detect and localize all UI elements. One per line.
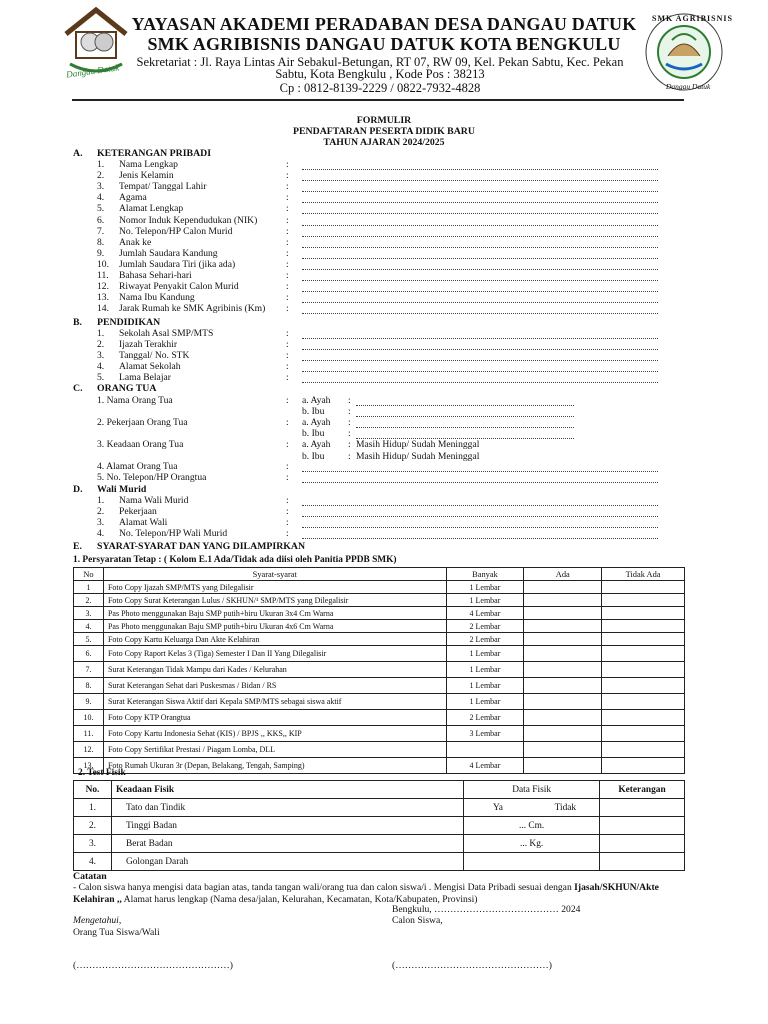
personal-field-number: 3. (97, 181, 105, 193)
colon: : (286, 181, 289, 193)
logo-left-caption: Dangau Datuk (65, 62, 120, 80)
requirement-ada-cell[interactable] (524, 710, 602, 726)
physical-row (74, 835, 685, 853)
acknowledged-label: Mengetahui, (73, 915, 122, 926)
requirement-tidak-ada-cell[interactable] (602, 742, 685, 758)
requirement-no: 6. (74, 646, 104, 662)
guardian-field-label: Nama Wali Murid (119, 495, 189, 506)
notes-text (73, 882, 693, 906)
notes-bold-1: Ijasah/SKHUN/Akte (574, 882, 659, 893)
physical-note-cell[interactable] (600, 853, 685, 871)
mother-label: b. Ibu (302, 451, 325, 462)
colon: : (286, 192, 289, 204)
form-title-line-1: FORMULIR (356, 115, 412, 126)
section-b-title: PENDIDIKAN (97, 317, 161, 328)
personal-field-number: 10. (97, 258, 109, 270)
requirement-qty: 1 Lembar (446, 646, 524, 662)
education-field-input-line[interactable] (302, 382, 658, 383)
header-no: No (74, 568, 104, 581)
colon: : (348, 406, 351, 417)
logo-right-top-text: SMK AGRIBISNIS (652, 14, 733, 23)
requirement-no: 2. (74, 594, 104, 607)
requirements-title: 1. Persyaratan Tetap : ( Kolom E.1 Ada/Tidak ada diisi oleh Panitia PPDB SMK) (73, 555, 397, 565)
personal-field-label: Nama Lengkap (119, 159, 178, 170)
physical-row (74, 853, 685, 871)
education-field-number: 2. (97, 339, 105, 351)
option-tidak[interactable]: Tidak (532, 799, 600, 817)
notes-text-part-1: - Calon siswa hanya mengisi data bagian atas, tanda tangan wali/orang tua dan calon siswa/i . Mengisi Data Pribadi sesuai dengan (73, 882, 575, 893)
personal-field-input-line[interactable] (302, 258, 658, 259)
colon: : (286, 159, 289, 170)
requirement-tidak-ada-cell[interactable] (602, 581, 685, 594)
personal-field-label: Nama Ibu Kandung (119, 292, 195, 304)
personal-field-number: 5. (97, 203, 105, 215)
colon: : (348, 451, 351, 462)
education-field-input-line[interactable] (302, 349, 658, 350)
personal-field-input-line[interactable] (302, 225, 658, 226)
section-a-title: KETERANGAN PRIBADI (97, 148, 212, 159)
section-c-title: ORANG TUA (97, 383, 157, 394)
physical-no: 2. (74, 817, 112, 835)
colon: : (348, 439, 351, 450)
personal-field-input-line[interactable] (302, 313, 658, 314)
colon: : (286, 303, 289, 315)
personal-field-number: 12. (97, 281, 109, 293)
header-syarat: Syarat-syarat (103, 568, 446, 581)
requirement-ada-cell[interactable] (524, 742, 602, 758)
student-signature-line[interactable]: (…………………………………………) (392, 960, 552, 971)
section-c-letter: C. (73, 383, 83, 394)
requirement-qty (446, 742, 524, 758)
requirement-ada-cell[interactable] (524, 581, 602, 594)
requirement-text: Foto Copy Ijazah SMP/MTS yang Dilegalisir (103, 581, 446, 594)
requirement-tidak-ada-cell[interactable] (602, 710, 685, 726)
section-e-title: SYARAT-SYARAT DAN YANG DILAMPIRKAN (97, 541, 306, 552)
physical-row (74, 799, 685, 817)
colon: : (286, 417, 289, 428)
guardian-field-label: Pekerjaan (119, 506, 157, 518)
requirement-row (74, 742, 685, 758)
requirement-row (74, 581, 685, 594)
requirement-no: 5. (74, 633, 104, 646)
personal-field-input-line[interactable] (302, 269, 658, 270)
personal-field-number: 7. (97, 225, 105, 237)
requirement-tidak-ada-cell[interactable] (602, 633, 685, 646)
parent-status-label: 3. Keadaan Orang Tua (97, 439, 184, 450)
guardian-field-number: 1. (97, 495, 105, 506)
father-name-field[interactable] (356, 405, 574, 406)
personal-field-label: Jenis Kelamin (119, 170, 174, 182)
requirement-qty: 1 Lembar (446, 581, 524, 594)
section-b-letter: B. (73, 317, 82, 328)
requirement-no: 9. (74, 694, 104, 710)
requirement-text: Surat Keterangan Sehat dari Puskesmas / Bidan / RS (103, 678, 446, 694)
section-a-letter: A. (73, 148, 83, 159)
personal-field-label: Jumlah Saudara Tiri (jika ada) (119, 258, 236, 270)
mother-label: b. Ibu (302, 406, 325, 417)
colon: : (286, 203, 289, 215)
requirement-row (74, 710, 685, 726)
personal-field-label: Anak ke (119, 236, 152, 248)
physical-note-cell[interactable] (600, 799, 685, 817)
mother-status-option[interactable]: Masih Hidup/ Sudah Meninggal (356, 451, 480, 462)
requirement-row (74, 694, 685, 710)
requirement-no: 7. (74, 662, 104, 678)
physical-value[interactable]: ... Kg. (464, 835, 600, 853)
requirement-ada-cell[interactable] (524, 607, 602, 620)
colon: : (286, 339, 289, 351)
personal-field-number: 4. (97, 192, 105, 204)
physical-note-cell[interactable] (600, 835, 685, 853)
parent-phone-label: 5. No. Telepon/HP Orangtua (97, 472, 207, 483)
requirement-row (74, 678, 685, 694)
mother-name-field[interactable] (356, 416, 574, 417)
requirement-row (74, 594, 685, 607)
colon: : (286, 236, 289, 248)
colon: : (348, 428, 351, 439)
physical-row (74, 817, 685, 835)
physical-no: 4. (74, 853, 112, 871)
requirement-row (74, 662, 685, 678)
requirement-qty: 2 Lembar (446, 710, 524, 726)
requirement-row (74, 607, 685, 620)
personal-field-label: Alamat Lengkap (119, 203, 184, 215)
parent-signature-line[interactable]: (…………………………………………) (73, 960, 233, 971)
personal-field-input-line[interactable] (302, 236, 658, 237)
requirement-row (74, 620, 685, 633)
personal-field-number: 8. (97, 236, 105, 248)
personal-field-number: 6. (97, 214, 105, 226)
education-field-number: 4. (97, 361, 105, 373)
requirement-no: 13. (74, 758, 104, 774)
form-title (0, 115, 768, 148)
colon: : (286, 281, 289, 293)
guardian-field-number: 4. (97, 528, 105, 540)
father-job-field[interactable] (356, 427, 574, 428)
student-label: Calon Siswa, (392, 915, 443, 926)
father-status-option[interactable]: Masih Hidup/ Sudah Meninggal (356, 439, 480, 450)
father-label: a. Ayah (302, 439, 331, 450)
colon: : (286, 225, 289, 237)
education-field-input-line[interactable] (302, 360, 658, 361)
guardian-field-number: 3. (97, 517, 105, 529)
requirement-no: 12. (74, 742, 104, 758)
personal-field-number: 2. (97, 170, 105, 182)
header-keterangan: Keterangan (600, 781, 685, 799)
header-tidak-ada: Tidak Ada (602, 568, 685, 581)
requirement-text: Foto Rumah Ukuran 3r (Depan, Belakang, Tengah, Samping) (103, 758, 446, 774)
guardian-field-label: Alamat Wali (119, 517, 168, 529)
requirement-tidak-ada-cell[interactable] (602, 607, 685, 620)
requirement-text: Surat Keterangan Tidak Mampu dari Kades / Kelurahan (103, 662, 446, 678)
requirement-tidak-ada-cell[interactable] (602, 646, 685, 662)
education-field-number: 5. (97, 372, 105, 384)
personal-field-label: Jarak Rumah ke SMK Agribinis (Km) (119, 303, 266, 315)
parent-address-field[interactable] (302, 471, 658, 472)
education-field-label: Ijazah Terakhir (119, 339, 178, 351)
requirement-row (74, 726, 685, 742)
education-field-label: Alamat Sekolah (119, 361, 181, 373)
father-label: a. Ayah (302, 395, 331, 406)
foundation-name: YAYASAN AKADEMI PERADABAN DESA DANGAU DATUK (131, 14, 637, 34)
personal-field-number: 1. (97, 159, 105, 170)
requirement-qty: 2 Lembar (446, 633, 524, 646)
requirement-text: Foto Copy Surat Keterangan Lulus / SKHUN/¹ SMP/MTS yang Dilegalisir (103, 594, 446, 607)
requirement-text: Foto Copy KTP Orangtua (103, 710, 446, 726)
personal-field-input-line[interactable] (302, 213, 658, 214)
colon: : (286, 292, 289, 304)
requirement-ada-cell[interactable] (524, 646, 602, 662)
colon: : (286, 350, 289, 362)
colon: : (286, 247, 289, 259)
requirement-text: Foto Copy Kartu Indonesia Sehat (KIS) / BPJS ,, KKS,, KIP (103, 726, 446, 742)
personal-field-label: Agama (119, 192, 147, 204)
requirement-ada-cell[interactable] (524, 633, 602, 646)
personal-field-label: Riwayat Penyakit Calon Murid (119, 281, 239, 293)
requirement-tidak-ada-cell[interactable] (602, 694, 685, 710)
personal-field-input-line[interactable] (302, 291, 658, 292)
colon: : (286, 395, 289, 406)
physical-value[interactable] (464, 853, 600, 871)
physical-no: 3. (74, 835, 112, 853)
colon: : (286, 361, 289, 373)
education-field-label: Lama Belajar (119, 372, 171, 384)
colon: : (286, 528, 289, 540)
personal-field-input-line[interactable] (302, 169, 658, 170)
physical-test-table (73, 780, 685, 871)
requirement-no: 11. (74, 726, 104, 742)
physical-item: Tinggi Badan (111, 817, 463, 835)
address-line-1: Sekretariat : Jl. Raya Lintas Air Sebakul-Betungan, RT 07, RW 09, Kel. Pekan Sabtu, Kec. Pekan (136, 55, 624, 69)
requirement-qty: 1 Lembar (446, 594, 524, 607)
header-banyak: Banyak (446, 568, 524, 581)
physical-note-cell[interactable] (600, 817, 685, 835)
father-label: a. Ayah (302, 417, 331, 428)
logo-right-bottom-text: Dangau Datuk (666, 82, 711, 91)
personal-field-input-line[interactable] (302, 302, 658, 303)
requirement-no: 4. (74, 620, 104, 633)
colon: : (286, 170, 289, 182)
header-ada: Ada (524, 568, 602, 581)
personal-field-label: Jumlah Saudara Kandung (119, 247, 218, 259)
personal-field-input-line[interactable] (302, 180, 658, 181)
personal-field-number: 9. (97, 247, 105, 259)
requirement-qty: 3 Lembar (446, 726, 524, 742)
option-ya[interactable]: Ya (464, 799, 532, 817)
requirement-tidak-ada-cell[interactable] (602, 726, 685, 742)
personal-field-label: Bahasa Sehari-hari (119, 270, 192, 281)
guardian-field-input-line[interactable] (302, 527, 658, 528)
requirement-text: Pas Photo menggunakan Baju SMP putih+biru Ukuran 3x4 Cm Warna (103, 607, 446, 620)
education-field-input-line[interactable] (302, 371, 658, 372)
physical-item: Golongan Darah (111, 853, 463, 871)
personal-field-input-line[interactable] (302, 202, 658, 203)
requirement-ada-cell[interactable] (524, 594, 602, 607)
requirement-tidak-ada-cell[interactable] (602, 594, 685, 607)
requirement-ada-cell[interactable] (524, 620, 602, 633)
colon: : (286, 328, 289, 339)
personal-field-label: Nomor Induk Kependudukan (NIK) (119, 214, 258, 226)
colon: : (348, 417, 351, 428)
header-data-fisik: Data Fisik (464, 781, 600, 799)
requirement-ada-cell[interactable] (524, 662, 602, 678)
requirement-tidak-ada-cell[interactable] (602, 620, 685, 633)
colon: : (286, 472, 289, 483)
contact-phone: Cp : 0812-8139-2229 / 0822-7932-4828 (279, 81, 481, 95)
colon: : (286, 372, 289, 384)
personal-field-label: No. Telepon/HP Calon Murid (119, 225, 233, 237)
requirement-qty: 1 Lembar (446, 662, 524, 678)
requirement-tidak-ada-cell[interactable] (602, 678, 685, 694)
header-keadaan-fisik: Keadaan Fisik (111, 781, 463, 799)
colon: : (286, 258, 289, 270)
personal-field-number: 11. (97, 270, 109, 281)
parent-name-label: 1. Nama Orang Tua (97, 395, 173, 406)
school-name: SMK AGRIBISNIS DANGAU DATUK KOTA BENGKULU (147, 34, 621, 54)
requirement-qty: 1 Lembar (446, 694, 524, 710)
guardian-field-input-line[interactable] (302, 505, 658, 506)
colon: : (286, 270, 289, 281)
requirement-no: 3. (74, 607, 104, 620)
requirement-row (74, 758, 685, 774)
requirement-tidak-ada-cell[interactable] (602, 758, 685, 774)
header-no: No. (74, 781, 112, 799)
notes-bold-2: Kelahiran ,, (73, 894, 122, 905)
colon: : (348, 395, 351, 406)
physical-item: Berat Badan (111, 835, 463, 853)
physical-value[interactable]: ... Cm. (464, 817, 600, 835)
test-fisik-title: 2. Test Fisik (78, 768, 126, 778)
requirement-text: Surat Keterangan Siswa Aktif dari Kepala SMP/MTS sebagai siswa aktif (103, 694, 446, 710)
requirement-text: Pas Photo menggunakan Baju SMP putih+biru Ukuran 4x6 Cm Warna (103, 620, 446, 633)
mother-label: b. Ibu (302, 428, 325, 439)
colon: : (286, 495, 289, 506)
personal-field-number: 14. (97, 303, 109, 315)
requirement-ada-cell[interactable] (524, 758, 602, 774)
colon: : (286, 506, 289, 518)
requirement-text: Foto Copy Kartu Keluarga Dan Akte Kelahiran (103, 633, 446, 646)
personal-field-input-line[interactable] (302, 280, 658, 281)
parent-guardian-label: Orang Tua Siswa/Wali (73, 927, 160, 938)
colon: : (286, 439, 289, 450)
section-d-letter: D. (73, 484, 83, 495)
colon: : (286, 517, 289, 529)
requirement-no: 1 (74, 581, 104, 594)
notes-text-part-2: Alamat harus lengkap (Nama desa/jalan, Kelurahan, Kecamatan, Kota/Kabupaten, Provinsi) (121, 894, 478, 905)
education-field-label: Tanggal/ No. STK (119, 350, 190, 362)
requirements-header-row (74, 568, 685, 581)
requirement-qty: 2 Lembar (446, 620, 524, 633)
guardian-field-label: No. Telepon/HP Wali Murid (119, 528, 228, 540)
requirement-qty: 1 Lembar (446, 678, 524, 694)
guardian-field-number: 2. (97, 506, 105, 518)
education-field-input-line[interactable] (302, 338, 658, 339)
requirement-row (74, 646, 685, 662)
requirement-ada-cell[interactable] (524, 694, 602, 710)
section-e-letter: E. (73, 541, 82, 552)
notes-title: Catatan (73, 871, 107, 882)
requirement-text: Foto Copy Raport Kelas 3 (Tiga) Semester I Dan II Yang Dilegalisir (103, 646, 446, 662)
requirement-ada-cell[interactable] (524, 678, 602, 694)
requirement-qty: 4 Lembar (446, 607, 524, 620)
requirement-no: 8. (74, 678, 104, 694)
physical-item: Tato dan Tindik (111, 799, 463, 817)
address-line-2: Sabtu, Kota Bengkulu , Kode Pos : 38213 (275, 67, 485, 81)
physical-header-row (74, 781, 685, 799)
requirement-text: Foto Copy Sertifikat Prestasi / Piagam Lomba, DLL (103, 742, 446, 758)
guardian-field-input-line[interactable] (302, 516, 658, 517)
guardian-field-input-line[interactable] (302, 538, 658, 539)
personal-field-input-line[interactable] (302, 247, 658, 248)
education-field-number: 1. (97, 328, 105, 339)
section-d-title: Wali Murid (97, 484, 147, 495)
header-rule (72, 99, 684, 101)
colon: : (286, 214, 289, 226)
parent-phone-field[interactable] (302, 482, 658, 483)
requirement-row (74, 633, 685, 646)
education-field-number: 3. (97, 350, 105, 362)
colon: : (286, 461, 289, 472)
requirements-table (73, 567, 685, 774)
place-date: Bengkulu, ………………………………… 2024 (392, 904, 581, 915)
physical-no: 1. (74, 799, 112, 817)
form-title-line-3: TAHUN AJARAN 2024/2025 (323, 137, 445, 148)
education-field-label: Sekolah Asal SMP/MTS (119, 328, 214, 339)
requirement-tidak-ada-cell[interactable] (602, 662, 685, 678)
personal-field-input-line[interactable] (302, 191, 658, 192)
parent-job-label: 2. Pekerjaan Orang Tua (97, 417, 188, 428)
personal-field-number: 13. (97, 292, 109, 304)
requirement-qty: 4 Lembar (446, 758, 524, 774)
parent-address-label: 4. Alamat Orang Tua (97, 461, 178, 472)
form-title-line-2: PENDAFTARAN PESERTA DIDIK BARU (293, 126, 475, 137)
requirement-ada-cell[interactable] (524, 726, 602, 742)
requirement-no: 10. (74, 710, 104, 726)
personal-field-label: Tempat/ Tanggal Lahir (119, 181, 207, 193)
